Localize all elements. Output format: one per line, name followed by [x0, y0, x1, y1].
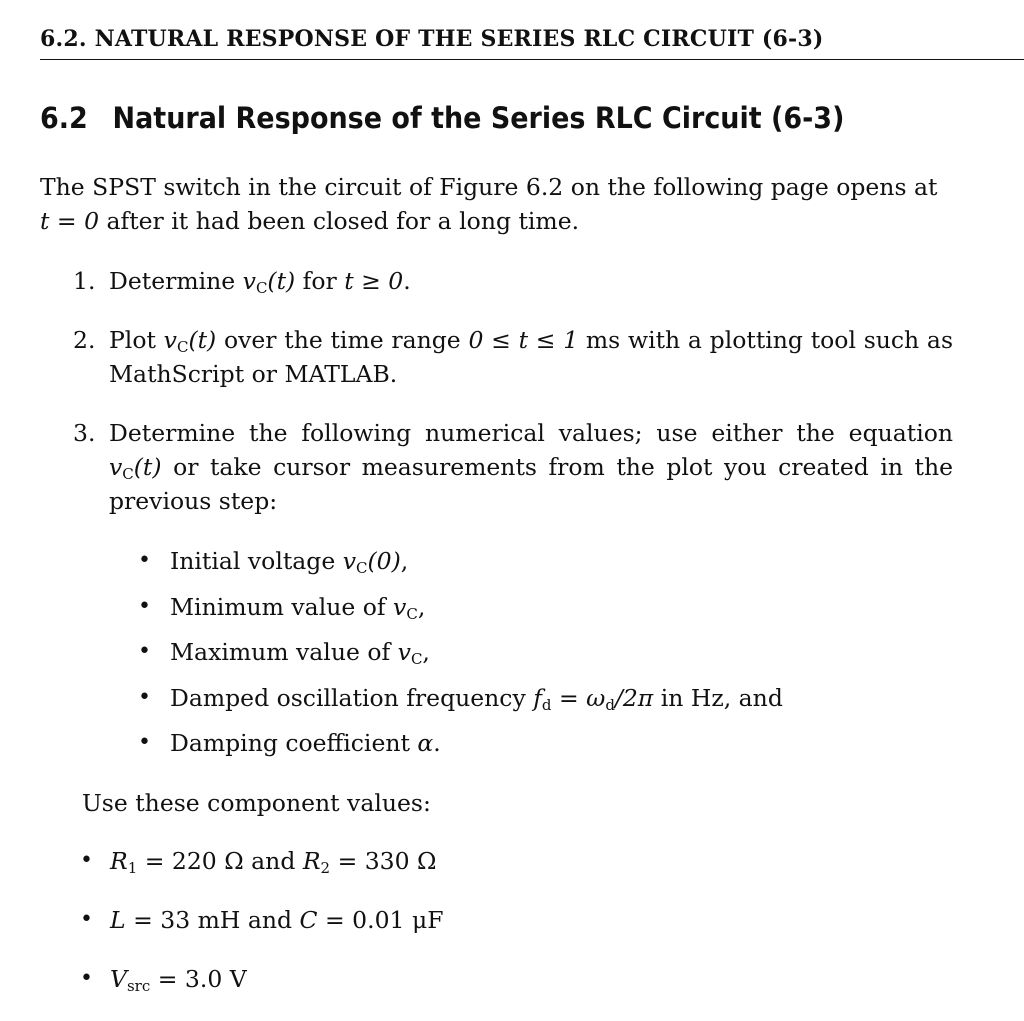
component-value: = 330 Ω	[330, 847, 437, 875]
step-text-pre: Plot	[109, 326, 164, 354]
step-number: 2.	[73, 326, 96, 354]
list-item-text	[110, 844, 437, 878]
item-text-pre: Maximum value of	[170, 638, 398, 666]
item-math: v	[397, 638, 411, 666]
step-math-sub: C	[176, 338, 189, 356]
step-item-1	[73, 264, 953, 298]
item-text-pre: Minimum value of	[170, 592, 394, 621]
item-text-pre: Damped oscillation frequency	[170, 683, 534, 712]
list-item-text	[170, 635, 430, 669]
item-math-sub: C	[410, 650, 423, 668]
step-text-post: over the time range	[216, 326, 469, 354]
bullet-icon: •	[138, 684, 151, 710]
component-symbol-sub: src	[126, 977, 151, 995]
section-number: 6.2	[40, 101, 88, 135]
step-number: 3.	[73, 419, 96, 447]
bullet-icon: •	[138, 730, 151, 755]
item-math-divisor: /2π	[614, 683, 654, 712]
item-math: v	[342, 547, 356, 575]
component-symbol-sub: 2	[320, 859, 331, 877]
item-text-post: ,	[400, 547, 409, 575]
intro-line-1: The SPST switch in the circuit of Figure 6.2 on the following page opens at	[40, 173, 938, 201]
item-text-post: ,	[422, 638, 430, 666]
bullet-icon: •	[80, 966, 93, 991]
step-item-3	[73, 416, 953, 518]
component-symbol: L	[110, 906, 126, 934]
item-math-sub: d	[541, 695, 552, 714]
step-item-2	[73, 323, 953, 391]
section-heading	[40, 98, 844, 138]
list-item-text	[110, 903, 444, 937]
step-math-range: 0 ≤ t ≤ 1	[468, 326, 579, 354]
intro-math: t = 0	[40, 207, 100, 235]
step-math-range: t ≥ 0	[344, 267, 404, 295]
item-math-arg: (0)	[367, 547, 401, 575]
component-joiner: and	[240, 906, 300, 934]
item-text-pre: Initial voltage	[170, 547, 343, 575]
component-value: = 0.01 μF	[317, 906, 444, 934]
step-text	[109, 416, 953, 518]
component-joiner: and	[243, 847, 303, 875]
intro-paragraph	[40, 170, 950, 238]
item-math: v	[393, 592, 407, 621]
list-item-text	[170, 681, 783, 715]
step-text-pre: Determine	[109, 267, 243, 295]
bullet-icon: •	[80, 848, 93, 873]
step-math-sub: C	[122, 465, 134, 483]
step-text-end: .	[403, 267, 411, 295]
item-text-post: in Hz, and	[653, 683, 783, 712]
component-symbol-sub: 1	[127, 859, 138, 877]
step-math-arg: (t)	[267, 267, 296, 295]
item-math: α	[417, 729, 434, 757]
component-symbol: R	[110, 847, 128, 875]
step-text	[109, 323, 953, 391]
step-text-post: or take cursor measurements from the plot you created in the previous step:	[109, 453, 953, 515]
item-math: f	[533, 683, 542, 712]
bullet-icon: •	[138, 639, 151, 664]
component-symbol: C	[299, 906, 318, 934]
step-math: v	[242, 267, 256, 295]
step-text-post: for	[295, 267, 345, 295]
step-math: v	[109, 453, 123, 481]
item-text-pre: Damping coefficient	[170, 729, 418, 757]
step-text-pre: Determine the following numerical values; use either the equation	[109, 419, 953, 447]
step-text	[109, 264, 953, 298]
item-text-post: .	[433, 729, 441, 757]
item-math-omega: = ω	[551, 683, 606, 712]
list-item-text	[110, 962, 247, 996]
header-rule	[40, 59, 1024, 60]
bullet-icon: •	[80, 907, 93, 932]
component-symbol: V	[110, 965, 127, 993]
step-math: v	[163, 326, 177, 354]
item-math-sub: C	[406, 604, 418, 623]
intro-line-2	[40, 204, 950, 238]
step-math-arg: (t)	[188, 326, 217, 354]
item-math-sub: C	[356, 559, 368, 577]
intro-line-2-text: after it had been closed for a long time.	[99, 207, 580, 235]
bullet-icon: •	[138, 548, 151, 573]
component-value: = 220 Ω	[137, 847, 244, 875]
component-symbol: R	[302, 847, 321, 875]
component-value: = 33 mH	[125, 906, 241, 934]
item-text-post: ,	[417, 592, 426, 621]
list-item-text	[170, 726, 441, 760]
step-number: 1.	[73, 267, 96, 295]
list-item-text	[170, 590, 425, 624]
step-text-end: ms with a plotting tool such as MathScript or MATLAB.	[109, 326, 954, 388]
step-math-sub: C	[255, 279, 268, 297]
component-values-label: Use these component values:	[82, 789, 431, 817]
item-math-sub-2: d	[605, 695, 615, 714]
bullet-icon: •	[138, 593, 151, 619]
step-math-arg: (t)	[133, 453, 162, 481]
section-title: Natural Response of the Series RLC Circuit (6-3)	[112, 101, 845, 135]
running-header: 6.2. NATURAL RESPONSE OF THE SERIES RLC CIRCUIT (6-3)	[40, 26, 824, 52]
component-value: = 3.0 V	[150, 965, 247, 993]
list-item-text	[170, 544, 408, 578]
